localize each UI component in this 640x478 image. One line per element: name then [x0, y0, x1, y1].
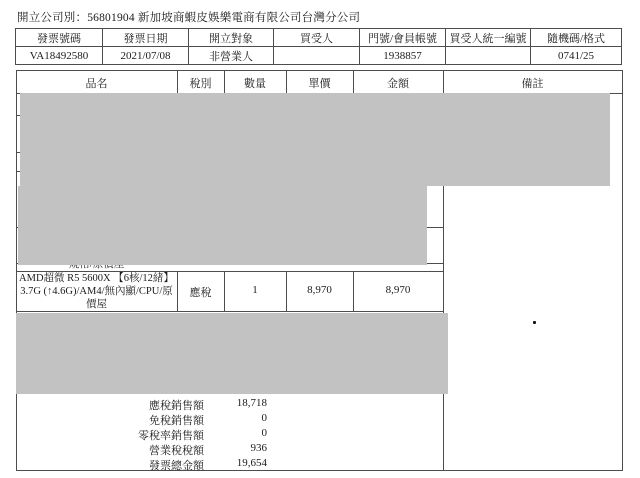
header-quantity: 數量 — [244, 78, 266, 90]
summary-value: 936 — [250, 442, 267, 454]
item-name-line2: 3.7G (↑4.6G)/AM4/無內顯/CPU/原 — [20, 286, 173, 297]
summary-value: 0 — [261, 427, 267, 439]
item-tax-type-cell: 應稅 — [189, 287, 212, 299]
header-buyer-tax-id: 買受人統一編號 — [446, 29, 531, 47]
value-buyer-tax-id — [446, 47, 531, 65]
invoice-info-value-row — [16, 47, 622, 65]
value-invoice-date: 2021/07/08 — [103, 47, 189, 65]
redaction-block-3 — [16, 313, 448, 394]
header-invoice-date: 發票日期 — [103, 29, 189, 47]
header-amount: 金額 — [387, 78, 409, 90]
invoice-info-header-row — [16, 29, 622, 47]
item-name-line3: 價屋 — [86, 299, 107, 310]
header-item-name: 品名 — [85, 78, 108, 90]
items-table-right-border — [622, 70, 623, 471]
header-buyer: 買受人 — [274, 29, 360, 47]
header-tax-type: 稅別 — [189, 78, 212, 90]
remark-dot — [533, 321, 536, 324]
summary-value: 19,654 — [236, 457, 267, 469]
value-invoice-number: VA18492580 — [16, 47, 103, 65]
summary-label: 應稅銷售額 — [149, 400, 204, 412]
item-name-line1: AMD超微 R5 5600X 【6核/12緒】 — [19, 273, 174, 284]
header-unit-price: 單價 — [308, 78, 331, 90]
summary-value: 0 — [261, 412, 267, 424]
item-quantity-cell: 1 — [252, 284, 258, 296]
item-unit-price-cell: 8,970 — [307, 284, 332, 296]
items-table-top-border — [16, 70, 623, 71]
issuer-line: 開立公司別：56801904 新加坡商蝦皮娛樂電商有限公司台灣分公司 — [17, 12, 361, 24]
value-random-code: 0741/25 — [531, 47, 622, 65]
items-table — [16, 70, 623, 471]
summary-row-taxable-sales — [16, 397, 276, 412]
value-member-account: 1938857 — [360, 47, 446, 65]
item-amount-cell: 8,970 — [385, 284, 411, 296]
header-remarks: 備註 — [521, 78, 544, 90]
invoice-info-table — [15, 28, 622, 65]
summary-label: 免稅銷售額 — [149, 415, 204, 427]
summary-row-invoice-total — [16, 457, 276, 472]
redaction-block-2 — [18, 186, 427, 265]
header-random-code: 隨機碼/格式 — [531, 29, 622, 47]
item-name-cell — [16, 272, 177, 311]
value-buyer — [274, 47, 360, 65]
redaction-block-1 — [20, 93, 610, 186]
summary-label: 零稅率銷售額 — [138, 430, 204, 442]
header-invoice-number: 發票號碼 — [16, 29, 103, 47]
header-issue-target: 開立對象 — [189, 29, 274, 47]
summary-row-tax-exempt-sales — [16, 412, 276, 427]
summary-value: 18,718 — [236, 397, 267, 409]
value-issue-target: 非營業人 — [189, 47, 274, 65]
summary-label: 營業稅稅額 — [149, 445, 204, 457]
item-row-bottom-border — [16, 311, 443, 312]
header-member-account: 門號/會員帳號 — [360, 29, 446, 47]
summary-row-business-tax — [16, 442, 276, 457]
summary-row-zero-rate-sales — [16, 427, 276, 442]
summary-label: 發票總金額 — [149, 460, 204, 472]
